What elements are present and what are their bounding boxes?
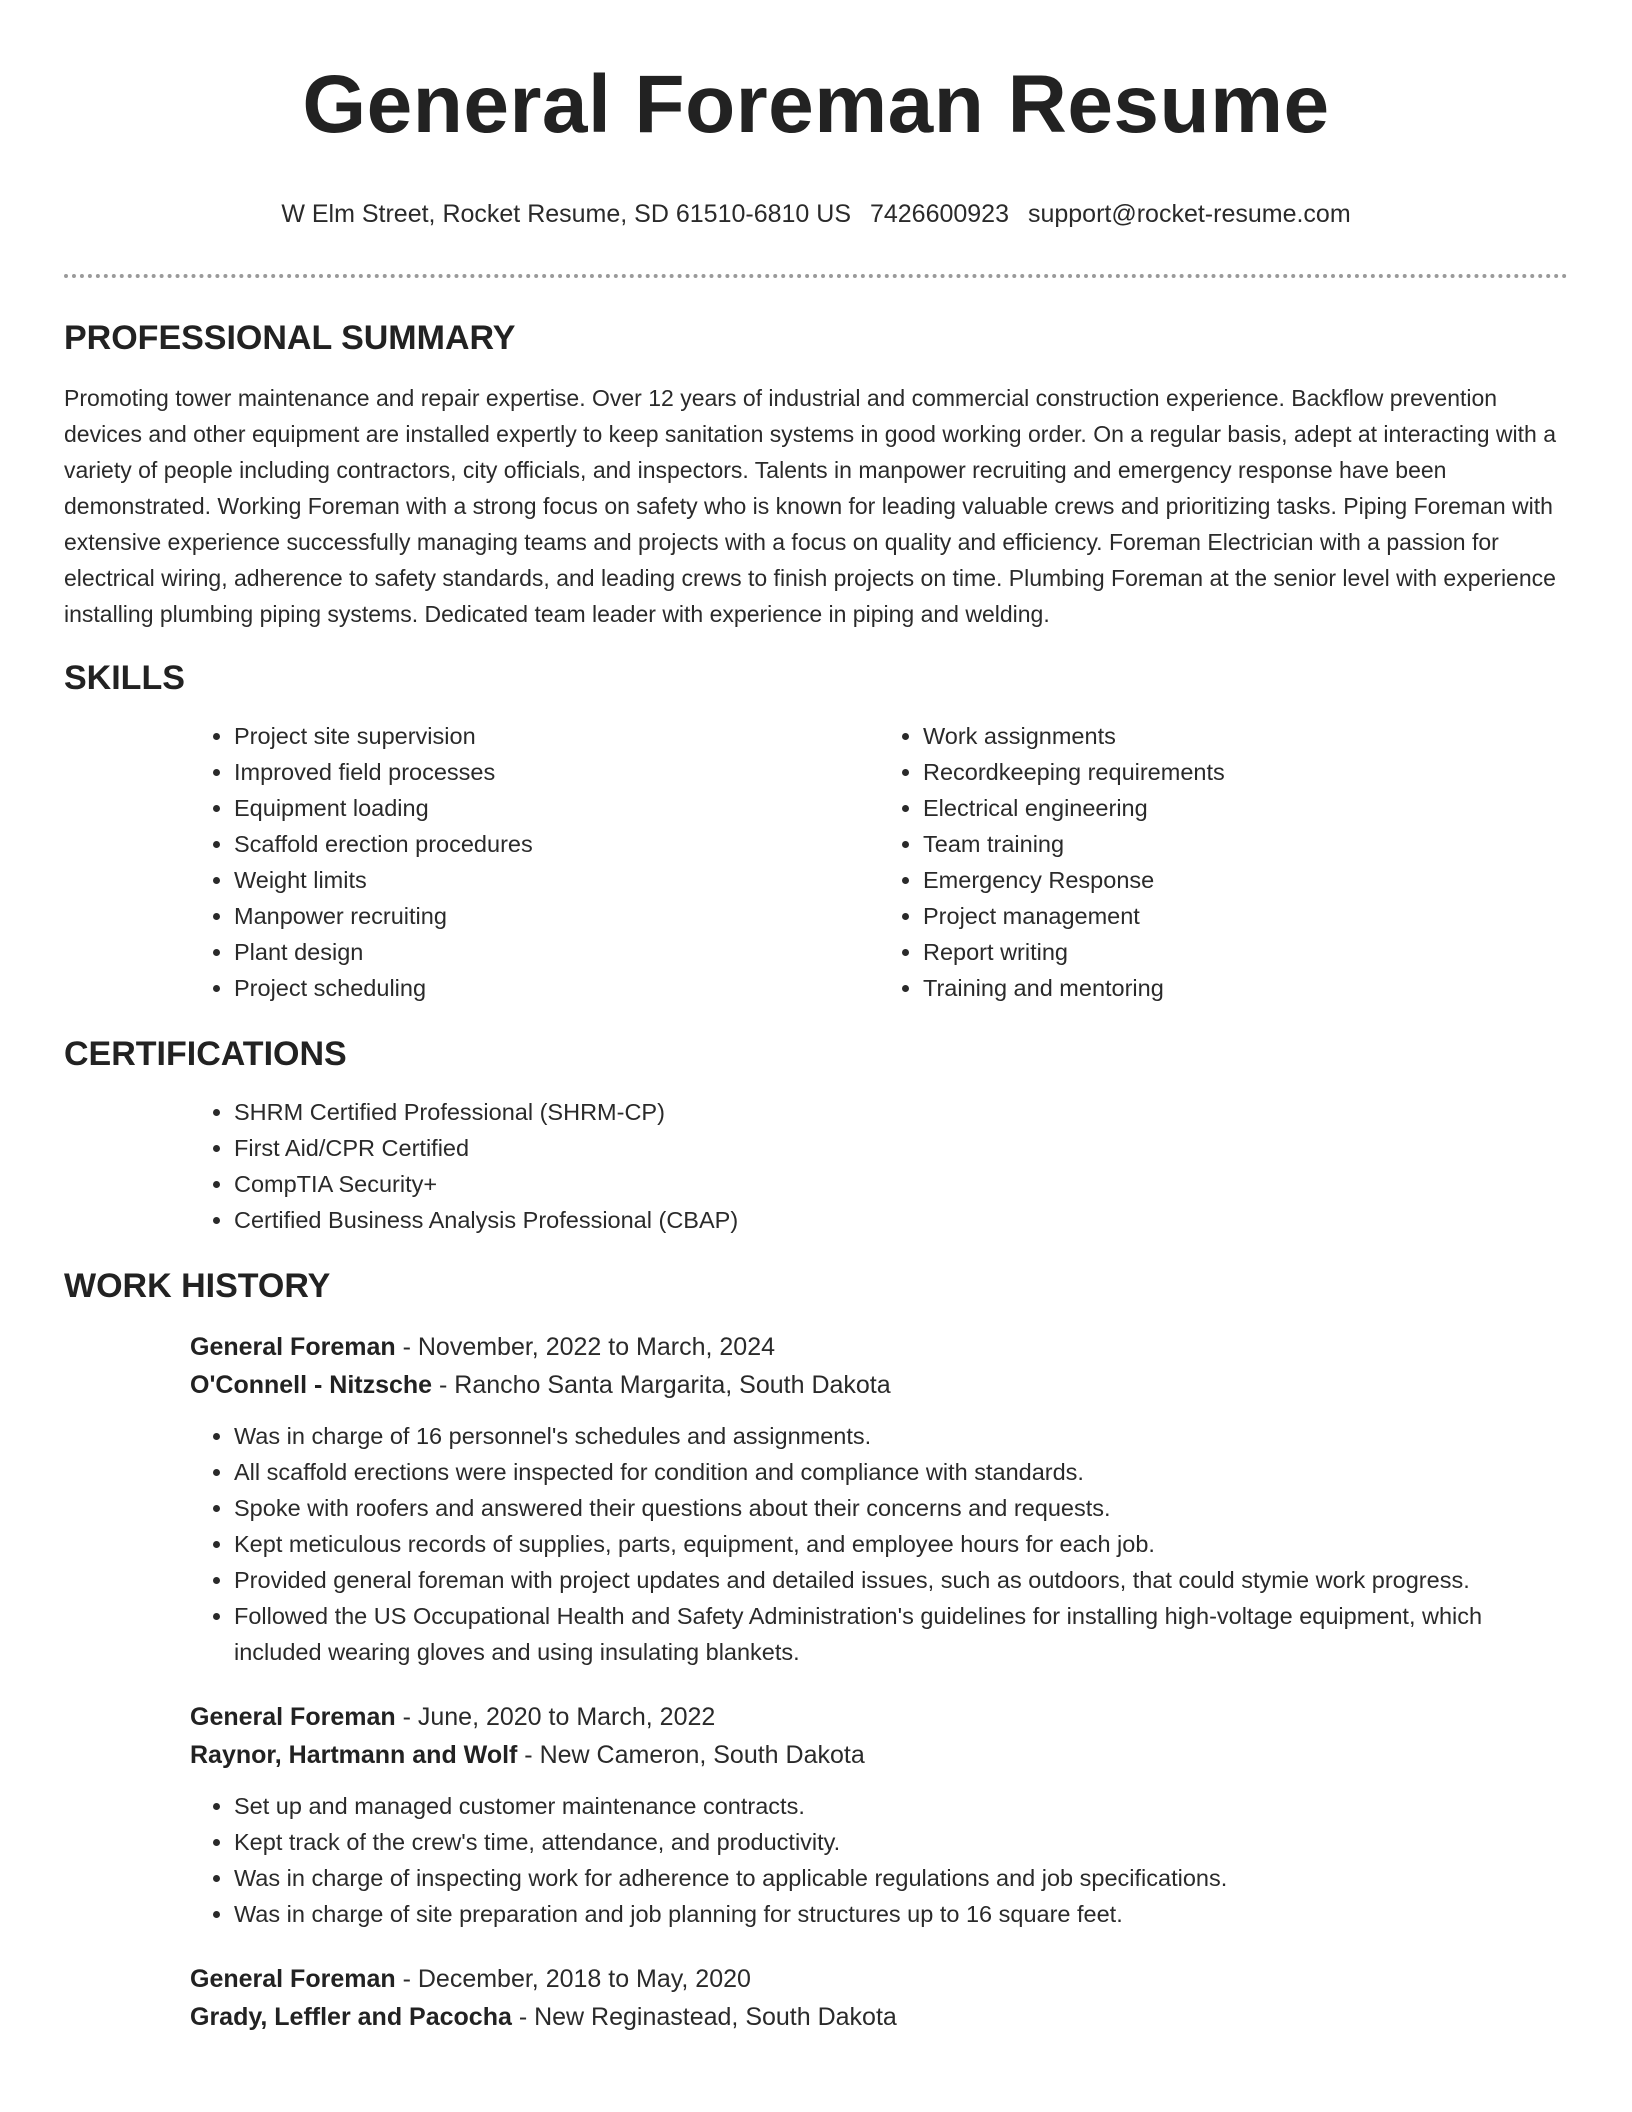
skill-item: • Equipment loading	[234, 790, 879, 826]
skill-item: • Project scheduling	[234, 970, 879, 1006]
job-company: O'Connell - Nitzsche	[190, 1371, 433, 1399]
job-company-line	[190, 1736, 1568, 1774]
address-text: W Elm Street, Rocket Resume, SD 61510-6810 US	[281, 200, 851, 228]
skill-item: • Training and mentoring	[923, 970, 1568, 1006]
skill-item: • Work assignments	[923, 718, 1568, 754]
certifications-list	[190, 1094, 1568, 1238]
job-company-line	[190, 1366, 1568, 1404]
header-divider	[64, 274, 1568, 278]
job-entry	[190, 1698, 1568, 1932]
job-bullet: • Was in charge of site preparation and job planning for structures up to 16 square feet.	[234, 1896, 1568, 1932]
skill-item: • Improved field processes	[234, 754, 879, 790]
email-text: support@rocket-resume.com	[1027, 200, 1351, 228]
job-dates: - November, 2022 to March, 2024	[395, 1333, 776, 1361]
job-bullet: • All scaffold erections were inspected for condition and compliance with standards.	[234, 1454, 1568, 1490]
contact-line	[64, 198, 1568, 230]
job-role-line	[190, 1328, 1568, 1366]
job-bullets	[190, 1418, 1568, 1670]
job-dates: - June, 2020 to March, 2022	[395, 1703, 716, 1731]
certifications-heading: CERTIFICATIONS	[64, 1035, 347, 1073]
job-role: General Foreman	[190, 1703, 396, 1731]
skills-left-list	[190, 718, 879, 1006]
job-role: General Foreman	[190, 1333, 396, 1361]
certification-item: • First Aid/CPR Certified	[234, 1130, 1568, 1166]
skill-item: • Emergency Response	[923, 862, 1568, 898]
job-dates: - December, 2018 to May, 2020	[395, 1965, 751, 1993]
job-role-line	[190, 1698, 1568, 1736]
job-role: General Foreman	[190, 1965, 396, 1993]
certification-item: • Certified Business Analysis Professional (CBAP)	[234, 1202, 1568, 1238]
job-role-line	[190, 1960, 1568, 1998]
job-location: - New Reginastead, South Dakota	[511, 2003, 897, 2031]
skill-item: • Weight limits	[234, 862, 879, 898]
job-location: - Rancho Santa Margarita, South Dakota	[432, 1371, 891, 1399]
job-company-line	[190, 1998, 1568, 2036]
skill-item: • Team training	[923, 826, 1568, 862]
skills-grid	[190, 718, 1568, 1006]
skills-right-list	[879, 718, 1568, 1006]
skill-item: • Scaffold erection procedures	[234, 826, 879, 862]
job-bullets	[190, 1788, 1568, 1932]
work-history-list	[190, 1328, 1568, 2036]
skill-item: • Recordkeeping requirements	[923, 754, 1568, 790]
work-history-heading: WORK HISTORY	[64, 1267, 331, 1305]
job-bullet: • Was in charge of 16 personnel's schedules and assignments.	[234, 1418, 1568, 1454]
resume-page	[64, 0, 1568, 2036]
job-bullet: • Kept meticulous records of supplies, parts, equipment, and employee hours for each job.	[234, 1526, 1568, 1562]
job-company: Grady, Leffler and Pacocha	[190, 2003, 512, 2031]
job-entry	[190, 1328, 1568, 1670]
certification-item: • SHRM Certified Professional (SHRM-CP)	[234, 1094, 1568, 1130]
job-bullet: • Set up and managed customer maintenance contracts.	[234, 1788, 1568, 1824]
job-bullet: • Spoke with roofers and answered their questions about their concerns and requests.	[234, 1490, 1568, 1526]
job-company: Raynor, Hartmann and Wolf	[190, 1741, 518, 1769]
skill-item: • Report writing	[923, 934, 1568, 970]
skill-item: • Plant design	[234, 934, 879, 970]
job-bullet: • Kept track of the crew's time, attendance, and productivity.	[234, 1824, 1568, 1860]
skill-item: • Project management	[923, 898, 1568, 934]
phone-text: 7426600923	[869, 200, 1009, 228]
skill-item: • Manpower recruiting	[234, 898, 879, 934]
job-bullet: • Provided general foreman with project updates and detailed issues, such as outdoors, that could stymie work progress.	[234, 1562, 1568, 1598]
job-entry	[190, 1960, 1568, 2036]
summary-heading: PROFESSIONAL SUMMARY	[64, 319, 516, 357]
skill-item: • Project site supervision	[234, 718, 879, 754]
resume-title: General Foreman Resume	[302, 59, 1330, 150]
job-bullet: • Was in charge of inspecting work for adherence to applicable regulations and job specifications.	[234, 1860, 1568, 1896]
job-bullet: • Followed the US Occupational Health and Safety Administration's guidelines for installing high-voltage equipment, which included wearing gloves and using insulating blankets.	[234, 1598, 1568, 1670]
certification-item: • CompTIA Security+	[234, 1166, 1568, 1202]
summary-text: Promoting tower maintenance and repair expertise. Over 12 years of industrial and commercial construction experience. Backflow prevention devices and other equipment are installed expertly to keep sanitation systems in good working order. On a regular basis, adept at interacting with a variety of people including contractors, city officials, and inspectors. Talents in manpower recruiting and emergency response have been demonstrated. Working Foreman with a strong focus on safety who is known for leading valuable crews and prioritizing tasks. Piping Foreman with extensive experience successfully managing teams and projects with a focus on quality and efficiency. Foreman Electrician with a passion for electrical wiring, adherence to safety standards, and leading crews to finish projects on time. Plumbing Foreman at the senior level with experience installing plumbing piping systems. Dedicated team leader with experience in piping and welding.	[64, 385, 1557, 627]
job-location: - New Cameron, South Dakota	[517, 1741, 865, 1769]
skill-item: • Electrical engineering	[923, 790, 1568, 826]
skills-heading: SKILLS	[64, 659, 185, 697]
